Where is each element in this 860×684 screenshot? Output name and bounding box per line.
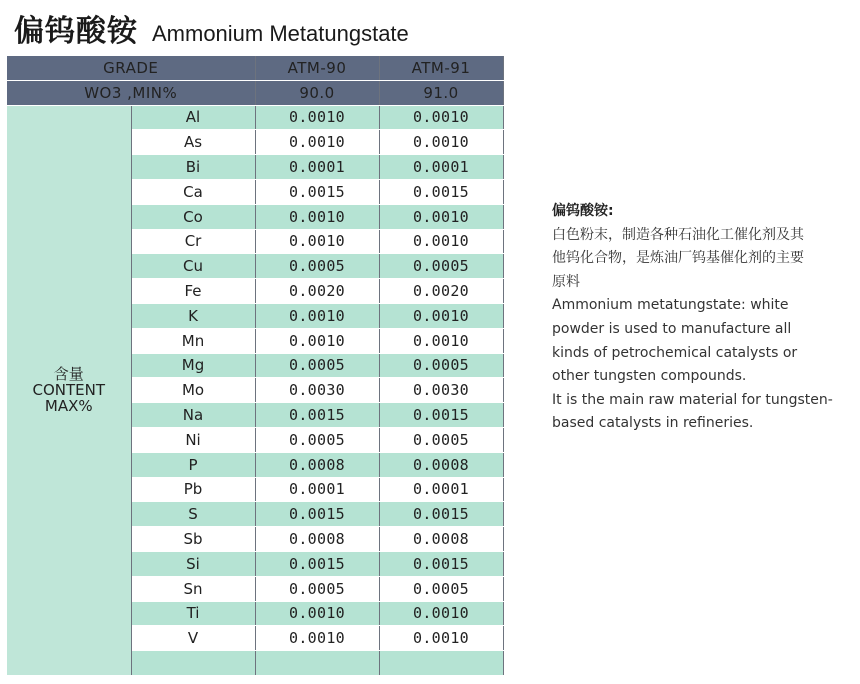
atm90-value: 0.0005 [255, 427, 379, 452]
atm90-value: 0.0001 [255, 155, 379, 180]
grade-header-row [7, 56, 503, 80]
atm91-value: 0.0015 [379, 179, 503, 204]
element-symbol: Sb [131, 527, 255, 552]
atm91-value: 0.0001 [379, 477, 503, 502]
atm91-value: 0.0010 [379, 303, 503, 328]
atm91-value: 0.0030 [379, 378, 503, 403]
atm90-value: 0.0010 [255, 626, 379, 651]
atm91-value: 0.0010 [379, 204, 503, 229]
wo3-header-row [7, 80, 503, 105]
atm91-value: 0.0010 [379, 328, 503, 353]
element-symbol: Sn [131, 576, 255, 601]
title-chinese: 偏钨酸铵 [14, 14, 138, 49]
description-en-line: powder is used to manufacture all [552, 320, 792, 337]
element-symbol: Fe [131, 279, 255, 304]
content-group-label [7, 105, 131, 675]
atm90-value: 0.0010 [255, 601, 379, 626]
atm91-value: 0.0008 [379, 527, 503, 552]
atm91-value: 0.0015 [379, 403, 503, 428]
product-description [552, 200, 857, 436]
element-symbol: Mn [131, 328, 255, 353]
atm91-value: 0.0010 [379, 105, 503, 130]
atm90-value: 0.0008 [255, 527, 379, 552]
description-en-line: It is the main raw material for tungsten- [552, 391, 833, 408]
blank-cell [255, 651, 379, 676]
grade-label: GRADE [7, 56, 255, 80]
atm91-value: 0.0010 [379, 601, 503, 626]
atm90-value: 0.0010 [255, 328, 379, 353]
description-en-line: other tungsten compounds. [552, 368, 747, 385]
description-en-line: based catalysts in refineries. [552, 415, 754, 432]
atm90-value: 0.0020 [255, 279, 379, 304]
element-symbol: Mo [131, 378, 255, 403]
element-symbol: Cr [131, 229, 255, 254]
content-group-text: MAX% [44, 397, 93, 416]
element-symbol: Na [131, 403, 255, 428]
element-symbol: V [131, 626, 255, 651]
grade-atm91: ATM-91 [379, 56, 503, 80]
element-symbol: Cu [131, 254, 255, 279]
element-symbol: S [131, 502, 255, 527]
element-symbol: As [131, 130, 255, 155]
element-symbol: Si [131, 551, 255, 576]
atm90-value: 0.0010 [255, 204, 379, 229]
atm91-value: 0.0005 [379, 353, 503, 378]
element-symbol: Ca [131, 179, 255, 204]
atm90-value: 0.0015 [255, 179, 379, 204]
content-group-text: 含量 [53, 365, 84, 384]
atm91-value: 0.0005 [379, 576, 503, 601]
atm90-value: 0.0010 [255, 303, 379, 328]
atm90-value: 0.0008 [255, 452, 379, 477]
description-cn-line: 白色粉末，制造各种石油化工催化剂及其 [552, 226, 804, 243]
element-symbol: Ti [131, 601, 255, 626]
description-cn-line: 原料 [552, 273, 580, 290]
description-en-line: kinds of petrochemical catalysts or [552, 344, 798, 361]
atm91-value: 0.0015 [379, 551, 503, 576]
atm90-value: 0.0015 [255, 502, 379, 527]
atm90-value: 0.0010 [255, 105, 379, 130]
atm90-value: 0.0005 [255, 576, 379, 601]
atm90-value: 0.0030 [255, 378, 379, 403]
element-symbol: Al [131, 105, 255, 130]
atm91-value: 0.0015 [379, 502, 503, 527]
element-symbol: Pb [131, 477, 255, 502]
title-english: Ammonium Metatungstate [152, 21, 409, 46]
description-cn-line: 他钨化合物，是炼油厂钨基催化剂的主要 [552, 250, 804, 267]
element-symbol: Ni [131, 427, 255, 452]
page-title [14, 6, 409, 49]
atm91-value: 0.0005 [379, 427, 503, 452]
atm90-value: 0.0010 [255, 229, 379, 254]
atm90-value: 0.0010 [255, 130, 379, 155]
wo3-atm90: 90.0 [255, 80, 379, 105]
atm91-value: 0.0001 [379, 155, 503, 180]
blank-cell [379, 651, 503, 676]
atm91-value: 0.0010 [379, 626, 503, 651]
blank-cell [131, 651, 255, 676]
description-en-line: Ammonium metatungstate: white [552, 297, 789, 314]
element-symbol: P [131, 452, 255, 477]
atm90-value: 0.0015 [255, 403, 379, 428]
atm91-value: 0.0008 [379, 452, 503, 477]
atm91-value: 0.0010 [379, 229, 503, 254]
element-symbol: Bi [131, 155, 255, 180]
description-heading: 偏钨酸铵: [552, 203, 614, 219]
atm90-value: 0.0005 [255, 353, 379, 378]
grade-atm90: ATM-90 [255, 56, 379, 80]
element-symbol: K [131, 303, 255, 328]
atm90-value: 0.0015 [255, 551, 379, 576]
atm91-value: 0.0005 [379, 254, 503, 279]
spec-table [7, 56, 504, 676]
atm91-value: 0.0020 [379, 279, 503, 304]
element-symbol: Co [131, 204, 255, 229]
atm91-value: 0.0010 [379, 130, 503, 155]
content-group-text: CONTENT [32, 381, 106, 400]
atm90-value: 0.0005 [255, 254, 379, 279]
element-symbol: Mg [131, 353, 255, 378]
table-row [7, 105, 503, 130]
wo3-label: WO3 ,MIN% [7, 80, 255, 105]
wo3-atm91: 91.0 [379, 80, 503, 105]
atm90-value: 0.0001 [255, 477, 379, 502]
